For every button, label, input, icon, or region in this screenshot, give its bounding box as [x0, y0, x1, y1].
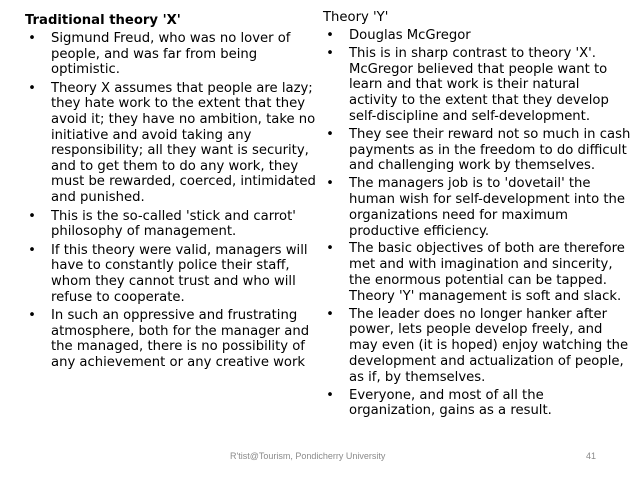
bullet-icon: •: [28, 242, 36, 258]
list-item: • Sigmund Freud, who was no lover of people, and was far from being optimistic.: [25, 31, 320, 78]
bullet-icon: •: [326, 45, 334, 61]
bullet-icon: •: [326, 126, 334, 142]
bullet-icon: •: [326, 28, 334, 43]
bullet-icon: •: [28, 308, 36, 324]
theory-x-heading: Traditional theory 'X': [25, 13, 181, 28]
bullet-icon: •: [28, 31, 36, 46]
list-item: • In such an oppressive and frustrating atmosphere, both for the manager and the managed, there is no possibility of any achievement or any creative work: [25, 308, 320, 370]
list-item: • If this theory were valid, managers will have to constantly police their staff, whom they cannot trust and who will refuse to cooperate.: [25, 243, 320, 305]
list-item: • This is in sharp contrast to theory 'X'. McGregor believed that people want to learn and that work is their natural activity to the extent that they develop self-discipline and self-development.: [323, 46, 631, 125]
list-item: • The leader does no longer hanker after power, lets people develop freely, and may even (it is hoped) enjoy watching the development and actualization of people, as if, by themselves.: [323, 307, 631, 386]
theory-x-column: [25, 13, 320, 373]
bullet-icon: •: [326, 241, 334, 257]
bullet-icon: •: [28, 80, 36, 96]
list-item: • Everyone, and most of all the organization, gains as a result.: [323, 388, 631, 420]
theory-y-heading: Theory 'Y': [323, 10, 389, 25]
bullet-icon: •: [326, 387, 334, 403]
bullet-icon: •: [326, 306, 334, 322]
bullet-icon: •: [326, 176, 334, 192]
theory-x-list: [25, 31, 320, 370]
slide-footer: [0, 449, 638, 463]
page-number: 41: [586, 451, 597, 461]
theory-y-list: [323, 28, 631, 419]
list-item: • Theory X assumes that people are lazy; they hate work to the extent that they avoid it; they have no ambition, take no initiative and avoid taking any responsibility; all they want is security, and to get them to do any work, they must be rewarded, coerced, intimidated and punished.: [25, 81, 320, 206]
list-item: • They see their reward not so much in cash payments as in the freedom to do difficult and challenging work by themselves.: [323, 127, 631, 174]
list-item: • The managers job is to 'dovetail' the human wish for self-development into the organizations need for maximum productive efficiency.: [323, 176, 631, 239]
bullet-icon: •: [28, 208, 36, 224]
list-item: • The basic objectives of both are therefore met and with imagination and sincerity, the enormous potential can be tapped. Theory 'Y' management is soft and slack.: [323, 241, 631, 304]
footer-text: R'tist@Tourism, Pondicherry University: [230, 451, 386, 461]
list-item: • Douglas McGregor: [323, 28, 631, 44]
list-item: • This is the so-called 'stick and carrot' philosophy of management.: [25, 209, 320, 240]
theory-y-column: [323, 10, 631, 421]
